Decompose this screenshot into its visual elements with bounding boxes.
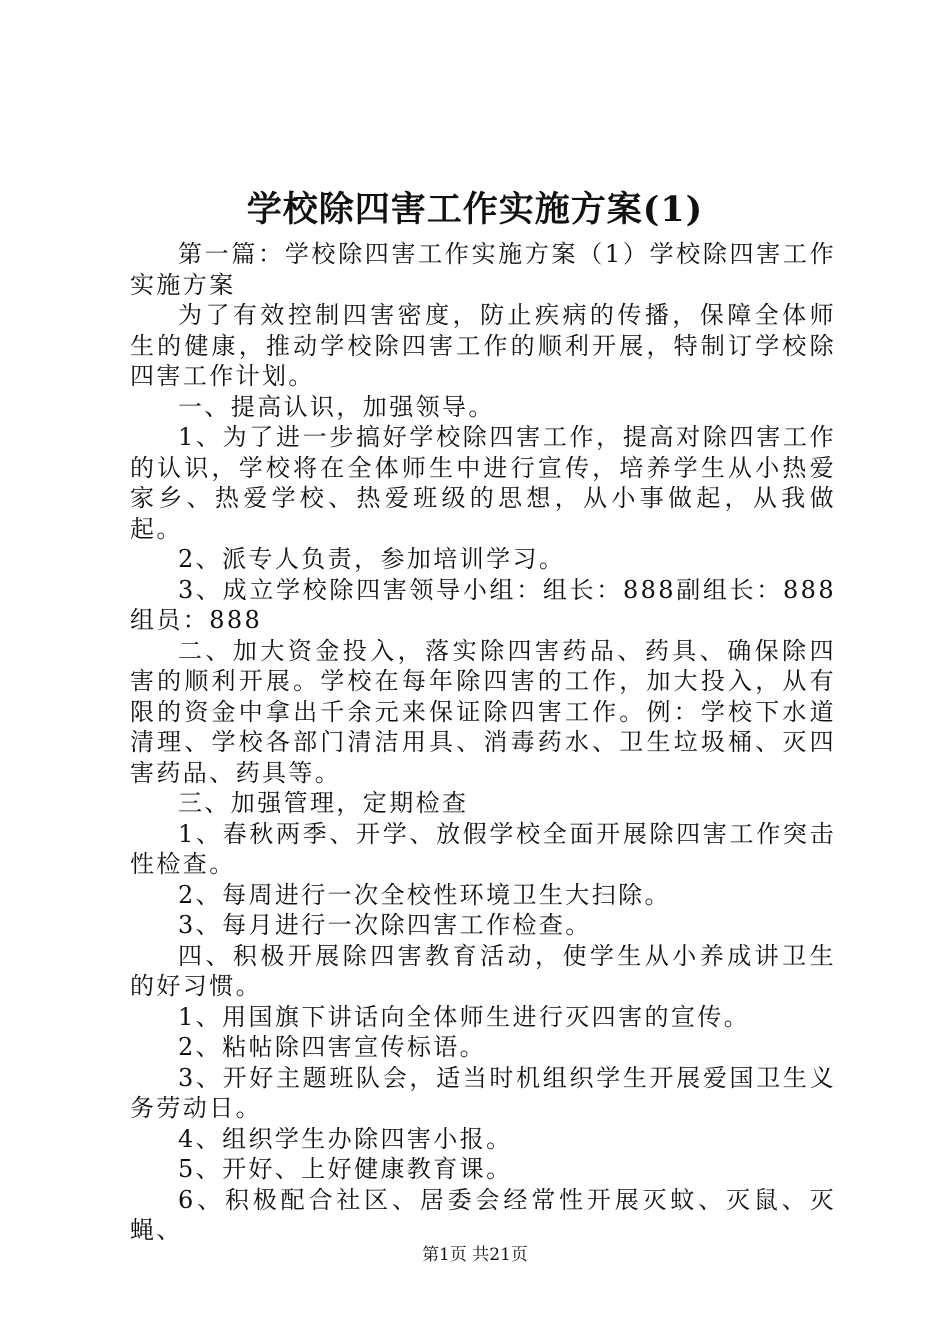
section-heading: 一、提高认识，加强领导。 — [178, 392, 495, 421]
paragraph: 3、开好主题班队会，适当时机组织学生开展爱国卫生义务劳动日。 — [130, 1063, 836, 1122]
section-heading: 四、积极开展除四害教育活动，使学生从小养成讲卫生的好习惯。 — [130, 941, 836, 1000]
page-footer: 第1页 共21页 — [422, 1245, 528, 1265]
paragraph: 2、派专人负责，参加培训学习。 — [178, 545, 566, 573]
document-title: 学校除四害工作实施方案(1) — [246, 189, 704, 230]
paragraph: 6、积极配合社区、居委会经常性开展灭蚊、灭鼠、灭蝇、 — [130, 1185, 836, 1244]
paragraph: 1、用国旗下讲话向全体师生进行灭四害的宣传。 — [178, 1002, 751, 1031]
paragraph: 第一篇：学校除四害工作实施方案（1）学校除四害工作实施方案 — [130, 240, 836, 299]
section-heading: 三、加强管理，定期检查 — [178, 789, 469, 817]
paragraph: 3、每月进行一次除四害工作检查。 — [178, 911, 592, 939]
paragraph: 3、成立学校除四害领导小组：组长：888副组长：888组员：888 — [130, 575, 836, 634]
paragraph: 5、开好、上好健康教育课。 — [178, 1155, 513, 1183]
paragraph: 2、粘帖除四害宣传标语。 — [178, 1033, 487, 1061]
paragraph: 为了有效控制四害密度，防止疾病的传播，保障全体师生的健康，推动学校除四害工作的顺利开展，特制订学校除四害工作计划。 — [130, 301, 836, 390]
paragraph: 1、为了进一步搞好学校除四害工作，提高对除四害工作的认识，学校将在全体师生中进行宣传，培养学生从小热爱家乡、热爱学校、热爱班级的思想，从小事做起，从我做起。 — [130, 423, 836, 543]
paragraph: 1、春秋两季、开学、放假学校全面开展除四害工作突击性检查。 — [130, 819, 836, 878]
section-heading: 二、加大资金投入，落实除四害药品、药具、确保除四害的顺利开展。学校在每年除四害的工作，加大投入，从有限的资金中拿出千余元来保证除四害工作。例：学校下水道清理、学校各部门清洁用具、消毒药水、卫生垃圾桶、灭四害药品、药具等。 — [130, 636, 836, 787]
paragraph: 4、组织学生办除四害小报。 — [178, 1124, 513, 1153]
document-body — [130, 239, 836, 1246]
paragraph: 2、每周进行一次全校性环境卫生大扫除。 — [178, 880, 671, 909]
